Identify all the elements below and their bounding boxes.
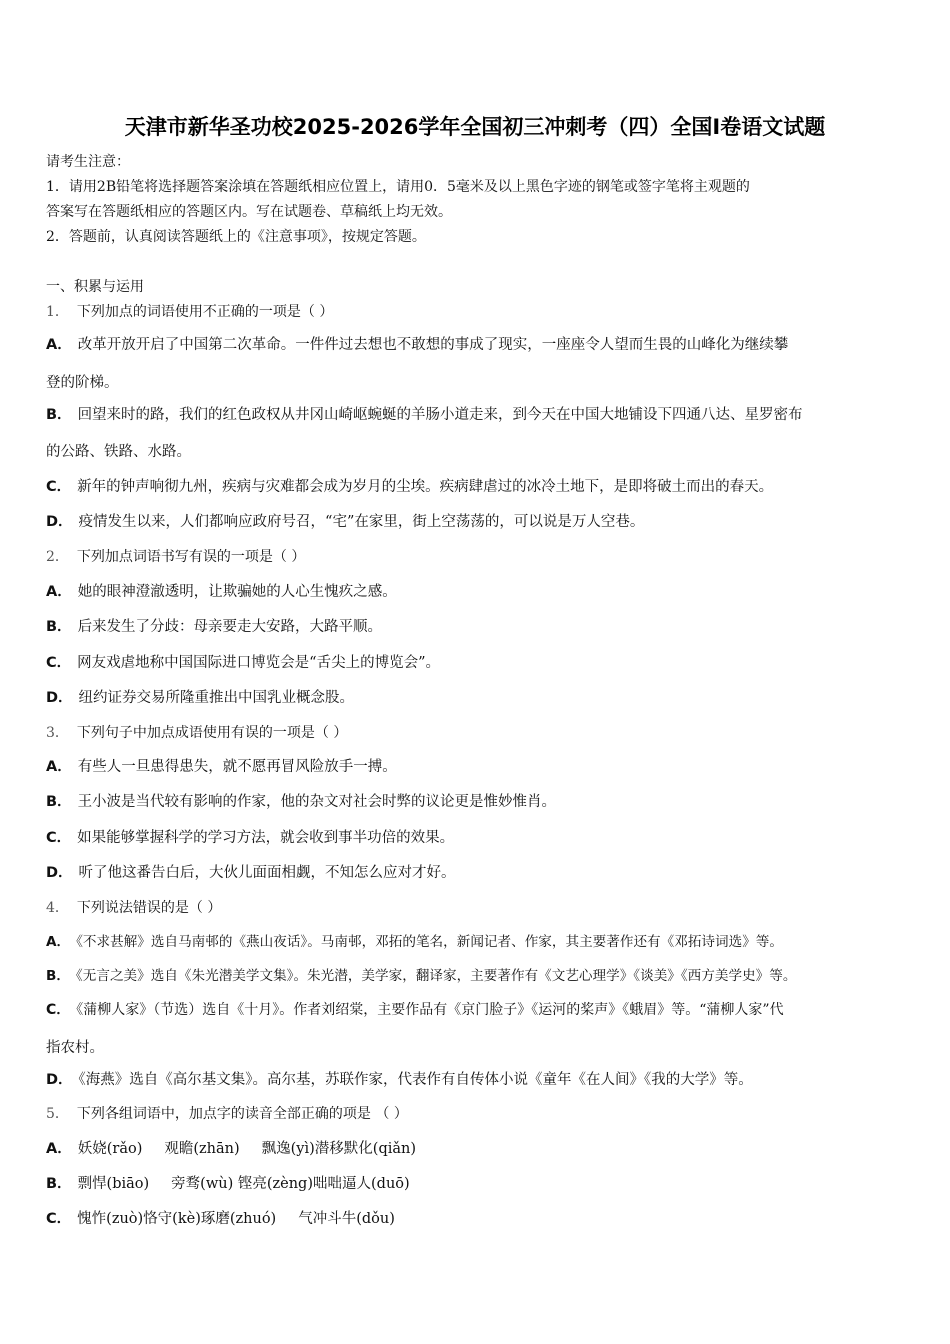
question-4-option-c: C． 《蒲柳人家》（节选）选自《十月》。作者刘绍棠，主要作品有《京门脸子》《运河的桨声》《蛾眉》等。“蒲柳人家”代 bbox=[46, 1002, 784, 1018]
question-4-option-b: B． 《无言之美》选自《朱光潜美学文集》。朱光潜，美学家，翻译家，主要著作有《文艺心理学》《谈美》《西方美学史》等。 bbox=[46, 968, 797, 984]
question-2-option-c: C． 网友戏虐地称中国国际进口博览会是“舌尖上的博览会”。 bbox=[46, 655, 440, 671]
question-4-option-c-cont: 指农村。 bbox=[46, 1040, 104, 1056]
question-3-option-c: C． 如果能够掌握科学的学习方法，就会收到事半功倍的效果。 bbox=[46, 830, 455, 846]
question-1-option-b-cont: 的公路、铁路、水路。 bbox=[46, 444, 191, 460]
question-1-stem: 1． 下列加点的词语使用不正确的一项是（ ） bbox=[46, 304, 334, 320]
notice-heading: 请考生注意： bbox=[46, 154, 130, 170]
question-3-option-d: D． 听了他这番告白后，大伙儿面面相觑，不知怎么应对才好。 bbox=[46, 865, 456, 881]
question-2-option-a: A． 她的眼神澄澈透明，让欺骗她的人心生愧疚之感。 bbox=[46, 584, 397, 600]
question-4-option-a: A． 《不求甚解》选自马南邨的《燕山夜话》。马南邨，邓拓的笔名，新闻记者、作家，其主要著作还有《邓拓诗词选》等。 bbox=[46, 934, 783, 950]
question-5-option-a: A． 妖娆(rǎo) 观瞻(zhān) 飘逸(yì)潜移默化(qiǎn) bbox=[46, 1141, 416, 1157]
question-2-stem: 2． 下列加点词语书写有误的一项是（ ） bbox=[46, 549, 306, 565]
question-1-option-d: D． 疫情发生以来，人们都响应政府号召，“宅”在家里，街上空荡荡的，可以说是万人空巷。 bbox=[46, 514, 645, 530]
question-5-option-b: B． 剽悍(biāo) 旁骛(wù) 铿亮(zèng)咄咄逼人(duō) bbox=[46, 1176, 410, 1192]
section-heading: 一、积累与运用 bbox=[46, 279, 144, 295]
question-1-option-a-cont: 登的阶梯。 bbox=[46, 375, 119, 391]
question-1-option-b: B． 回望来时的路，我们的红色政权从井冈山崎岖蜿蜒的羊肠小道走来，到今天在中国大地铺设下四通八达、星罗密布 bbox=[46, 407, 803, 423]
question-2-option-d: D． 纽约证券交易所隆重推出中国乳业概念股。 bbox=[46, 690, 355, 706]
question-2-option-b: B． 后来发生了分歧：母亲要走大安路，大路平顺。 bbox=[46, 619, 383, 635]
notice-item-2: 2．答题前，认真阅读答题纸上的《注意事项》，按规定答题。 bbox=[46, 229, 426, 245]
question-5-stem: 5． 下列各组词语中，加点字的读音全部正确的项是 （ ） bbox=[46, 1106, 408, 1122]
question-number: 1． bbox=[46, 304, 69, 320]
question-3-option-b: B． 王小波是当代较有影响的作家，他的杂文对社会时弊的议论更是惟妙惟肖。 bbox=[46, 794, 557, 810]
notice-item-1-line-1: 1．请用2B铅笔将选择题答案涂填在答题纸相应位置上，请用0．5毫米及以上黑色字迹的钢笔或签字笔将主观题的 bbox=[46, 179, 750, 195]
question-3-option-a: A． 有些人一旦患得患失，就不愿再冒风险放手一搏。 bbox=[46, 759, 397, 775]
question-3-stem: 3． 下列句子中加点成语使用有误的一项是（ ） bbox=[46, 725, 348, 741]
question-1-option-c: C． 新年的钟声响彻九州，疾病与灾难都会成为岁月的尘埃。疾病肆虐过的冰冷土地下，是即将破土而出的春天。 bbox=[46, 479, 774, 495]
question-1-option-a: A． 改革开放开启了中国第二次革命。一件件过去想也不敢想的事成了现实，一座座令人望而生畏的山峰化为继续攀 bbox=[46, 337, 789, 353]
question-4-stem: 4． 下列说法错误的是（ ） bbox=[46, 900, 222, 916]
notice-item-1-line-2: 答案写在答题纸相应的答题区内。写在试题卷、草稿纸上均无效。 bbox=[46, 204, 452, 220]
question-5-option-c: C． 愧怍(zuò)恪守(kè)琢磨(zhuó) 气冲斗牛(dǒu) bbox=[46, 1211, 395, 1227]
page-title: 天津市新华圣功校2025-2026学年全国初三冲刺考（四）全国Ⅰ卷语文试题 bbox=[124, 115, 826, 139]
question-4-option-d: D． 《海燕》选自《高尔基文集》。高尔基，苏联作家，代表作有自传体小说《童年《在人间》《我的大学》等。 bbox=[46, 1072, 753, 1088]
